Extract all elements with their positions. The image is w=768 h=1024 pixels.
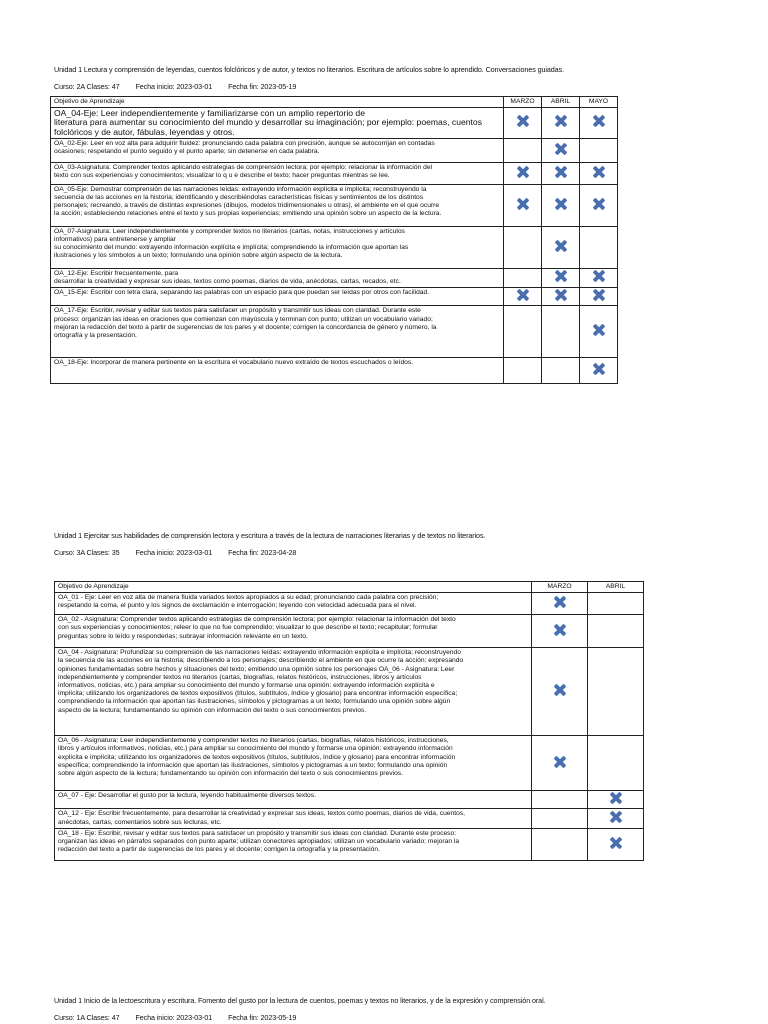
cross-mark-icon	[554, 239, 568, 253]
month-cell	[542, 306, 580, 358]
cross-mark-icon	[516, 114, 530, 128]
month-cell	[580, 358, 618, 384]
objective-text: OA_02 - Asignatura: Comprender textos aplicando estrategias de comprensión lectora; por ejemplo: relacionar la información del texto con sus experiencias y conocimientos; releer lo que no fue comprendido; visualizar lo que describe el texto; recapitular; formular preguntas sobre lo leído y responderlas; subrayar información relevante en un texto.	[55, 615, 532, 648]
start-date: Fecha inicio: 2023-03-01	[135, 82, 213, 91]
table-row	[51, 268, 618, 287]
table-row	[51, 184, 618, 226]
cross-mark-icon	[553, 683, 567, 697]
month-cell	[588, 809, 644, 828]
month-cell	[532, 736, 588, 791]
month-cell	[588, 828, 644, 860]
objective-text: OA_15-Eje: Escribir con letra clara, separando las palabras con un espacio para que puedan ser leídas por otros con facilidad.	[51, 288, 504, 306]
table-row	[51, 226, 618, 268]
objective-text: OA_07-Asignatura: Leer independientemente y comprender textos no literarios (cartas, notas, instrucciones y artículos informativos) para entretenerse y ampliar su conocimiento del mundo: extrayendo información explícita e implícita; comprendiendo la información que aportan las ilustraciones y los símbolos a un texto; formulando una opinión sobre algún aspecto de la lectura.	[51, 226, 504, 268]
cross-mark-icon	[592, 362, 606, 376]
table-header-row	[51, 97, 618, 108]
objective-text: OA_07 - Eje: Desarrollar el gusto por la lectura, leyendo habitualmente diversos textos.	[55, 791, 532, 809]
objective-text: OA_03-Asignatura: Comprender textos aplicando estrategias de comprensión lectora; por ejemplo: relacionar la información del texto con sus experiencias y conocimientos; visualizar lo q u e describe el texto; hacer preguntas mientras se lee.	[51, 162, 504, 184]
end-date: Fecha fin: 2023-04-28	[228, 548, 297, 557]
cross-mark-icon	[609, 791, 623, 805]
month-header-abril: ABRIL	[588, 582, 644, 593]
month-cell	[504, 358, 542, 384]
month-cell	[542, 108, 580, 139]
course-info: Curso: 3A Clases: 35	[54, 548, 120, 557]
objective-text: OA_18-Eje: Incorporar de manera pertinente en la escritura el vocabulario nuevo extraído de textos escuchados o leídos.	[51, 358, 504, 384]
start-date: Fecha inicio: 2023-03-01	[135, 548, 213, 557]
month-cell	[504, 268, 542, 287]
unit-title-2: Unidad 1 Ejercitar sus habilidades de comprensión lectora y escritura a través de la lectura de narraciones literarias y de textos no literarios.	[54, 531, 486, 540]
objective-text: OA_04 - Asignatura: Profundizar su comprensión de las narraciones leídas: extrayendo información explícita e implícita; reconstruyendo la secuencia de las acciones en la historia; describiendo a los personajes; describiendo el ambiente en que ocurre la acción; expresando opiniones fundamentadas sobre hechos y situaciones del texto; emitiendo una opinión sobre los personajes OA_06 - Asignatura: Leer independientemente y comprender textos no literarios (cartas, biografías, relatos históricos, instrucciones, libros y artículos informativos, noticias, etc.) para ampliar su conocimiento del mundo y formarse una opinión: extrayendo información explícita e implícita; utilizando los organizadores de textos expositivos (títulos, subtítulos, índice y glosario) para encontrar información específica; comprendiendo la información que aportan las ilustraciones, símbolos y pictogramas a un texto; formulando una opinión sobre algún aspecto de la lectura; fundamentando su opinión con información del texto o sus conocimientos previos.	[55, 648, 532, 736]
table-row	[51, 306, 618, 358]
end-date: Fecha fin: 2023-05-19	[228, 1013, 297, 1022]
month-cell	[580, 162, 618, 184]
cross-mark-icon	[516, 288, 530, 302]
objective-text: OA_02-Eje: Leer en voz alta para adquirir fluidez: pronunciando cada palabra con precisión, aunque se autocorrijan en contadas ocasiones; respetando el punto seguido y el punto aparte; sin detenerse en cada palabra.	[51, 138, 504, 162]
month-cell	[580, 268, 618, 287]
table-row	[55, 828, 644, 860]
month-header-abril: ABRIL	[542, 97, 580, 108]
objective-text: OA_05-Eje: Demostrar comprensión de las narraciones leídas: extrayendo información explícita e implícita; reconstruyendo la secuencia de las acciones en la historia; identificando y describiéndolas características físicas y sentimientos de los distintos personajes; recreando, a través de distintas expresiones (dibujos, modelos tridimensionales u otras), el ambiente en el que ocurre la acción; estableciendo relaciones entre el texto y sus propias experiencias; emitiendo una opinión sobre un aspecto de la lectura.	[51, 184, 504, 226]
start-date: Fecha inicio: 2023-03-01	[135, 1013, 213, 1022]
course-meta-2	[54, 548, 310, 557]
cross-mark-icon	[592, 269, 606, 283]
month-cell	[504, 162, 542, 184]
objective-header: Objetivo de Aprendizaje	[55, 582, 532, 593]
month-cell	[504, 288, 542, 306]
cross-mark-icon	[592, 197, 606, 211]
month-cell	[542, 268, 580, 287]
table-row	[55, 593, 644, 615]
cross-mark-icon	[516, 197, 530, 211]
cross-mark-icon	[554, 269, 568, 283]
table-row	[51, 138, 618, 162]
course-info: Curso: 1A Clases: 47	[54, 1013, 120, 1022]
month-cell	[542, 358, 580, 384]
table-row	[55, 791, 644, 809]
cross-mark-icon	[609, 810, 623, 824]
cross-mark-icon	[554, 142, 568, 156]
month-cell	[532, 615, 588, 648]
month-cell	[504, 184, 542, 226]
end-date: Fecha fin: 2023-05-19	[228, 82, 297, 91]
month-cell	[580, 288, 618, 306]
cross-mark-icon	[553, 595, 567, 609]
objective-text: OA_12 - Eje: Escribir frecuentemente, para desarrollar la creatividad y expresar sus ideas, textos como poemas, diarios de vida, cuentos, anécdotas, cartas, comentarios sobre sus lecturas, etc.	[55, 809, 532, 828]
course-info: Curso: 2A Clases: 47	[54, 82, 120, 91]
table-header-row	[55, 582, 644, 593]
objectives-table-2	[54, 581, 644, 861]
cross-mark-icon	[592, 165, 606, 179]
month-cell	[504, 226, 542, 268]
month-cell	[542, 288, 580, 306]
course-meta-3	[54, 1013, 310, 1022]
objective-text: OA_18 - Eje: Escribir, revisar y editar sus textos para satisfacer un propósito y transmitir sus ideas con claridad. Durante este proceso: organizan las ideas en párrafos separados con punto aparte; utilizan conectores apropiados; utilizan un vocabulario variado; mejoran la redacción del texto a partir de sugerencias de los pares y el docente; corrigen la ortografía y la presentación.	[55, 828, 532, 860]
month-cell	[580, 306, 618, 358]
objective-text: OA_04-Eje: Leer independientemente y familiarizarse con un amplio repertorio de literatura para aumentar su conocimiento del mundo y desarrollar su imaginación; por ejemplo: poemas, cuentos folclóricos y de autor, fábulas, leyendas y otros.	[51, 108, 504, 139]
month-cell	[504, 108, 542, 139]
objective-header: Objetivo de Aprendizaje	[51, 97, 504, 108]
month-cell	[542, 138, 580, 162]
table-row	[51, 162, 618, 184]
cross-mark-icon	[609, 836, 623, 850]
month-cell	[542, 162, 580, 184]
cross-mark-icon	[553, 755, 567, 769]
month-cell	[532, 791, 588, 809]
month-cell	[504, 138, 542, 162]
month-cell	[580, 138, 618, 162]
course-meta-1	[54, 82, 310, 91]
cross-mark-icon	[554, 165, 568, 179]
table-row	[51, 288, 618, 306]
cross-mark-icon	[554, 197, 568, 211]
month-header-marzo: MARZO	[504, 97, 542, 108]
table-row	[55, 736, 644, 791]
month-cell	[532, 648, 588, 736]
month-cell	[588, 615, 644, 648]
table-row	[51, 108, 618, 139]
unit-title-3: Unidad 1 Inicio de la lectoescritura y escritura. Fomento del gusto por la lectura de cuentos, poemas y textos no literarios, y de la expresión y comprensión oral.	[54, 996, 546, 1005]
cross-mark-icon	[592, 323, 606, 337]
objectives-table-1	[50, 96, 618, 384]
month-cell	[580, 184, 618, 226]
month-cell	[542, 226, 580, 268]
month-header-marzo: MARZO	[532, 582, 588, 593]
table-row	[55, 809, 644, 828]
month-cell	[532, 828, 588, 860]
cross-mark-icon	[553, 623, 567, 637]
month-header-mayo: MAYO	[580, 97, 618, 108]
month-cell	[588, 593, 644, 615]
month-cell	[532, 593, 588, 615]
month-cell	[588, 791, 644, 809]
objective-text: OA_17-Eje: Escribir, revisar y editar sus textos para satisfacer un propósito y transmitir sus ideas con claridad. Durante este proceso: organizan las ideas en oraciones que comienzan con mayúscula y terminan con punto; utilizan un vocabulario variado; mejoran la redacción del texto a partir de sugerencias de los pares y el docente; corrigen la concordancia de género y número, la ortografía y la presentación.	[51, 306, 504, 358]
month-cell	[542, 184, 580, 226]
objective-text: OA_01 - Eje: Leer en voz alta de manera fluida variados textos apropiados a su edad; pronunciando cada palabra con precisión; respetando la coma, el punto y los signos de exclamación e interrogación; leyendo con velocidad adecuada para el nivel.	[55, 593, 532, 615]
cross-mark-icon	[592, 114, 606, 128]
cross-mark-icon	[554, 114, 568, 128]
objective-text: OA_12-Eje: Escribir frecuentemente, para desarrollar la creatividad y expresar sus ideas, textos como poemas, diarios de vida, anécdotas, cartas, recados, etc.	[51, 268, 504, 287]
month-cell	[588, 736, 644, 791]
cross-mark-icon	[554, 288, 568, 302]
month-cell	[580, 108, 618, 139]
table-row	[55, 648, 644, 736]
cross-mark-icon	[592, 288, 606, 302]
month-cell	[532, 809, 588, 828]
objective-text: OA_06 - Asignatura: Leer independientemente y comprender textos no literarios (cartas, biografías, relatos históricos, instrucciones, libros y artículos informativos, noticias, etc.) para ampliar su conocimiento del mundo y formarse una opinión: extrayendo información explícita e implícita; utilizando los organizadores de textos expositivos (títulos, subtítulos, índice y glosario) para encontrar información específica; comprendiendo la información que aportan las ilustraciones, símbolos y pictogramas a un texto; formulando una opinión sobre algún aspecto de la lectura; fundamentando su opinión con información del texto o sus conocimientos previos.	[55, 736, 532, 791]
month-cell	[580, 226, 618, 268]
unit-title-1: Unidad 1 Lectura y comprensión de leyendas, cuentos folclóricos y de autor, y textos no literarios. Escritura de artículos sobre lo aprendido. Conversaciones guiadas.	[54, 65, 564, 74]
table-row	[55, 615, 644, 648]
table-row	[51, 358, 618, 384]
month-cell	[588, 648, 644, 736]
month-cell	[504, 306, 542, 358]
cross-mark-icon	[516, 165, 530, 179]
